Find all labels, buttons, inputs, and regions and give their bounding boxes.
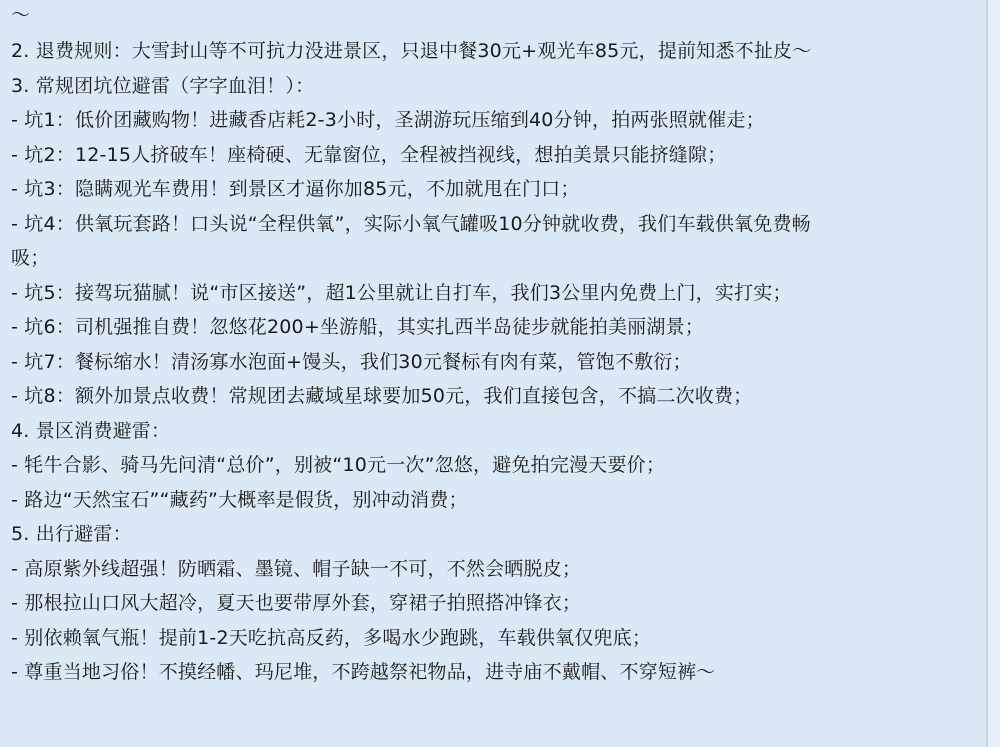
text-line: 5. 出行避雷：	[11, 523, 132, 545]
text-line: - 坑2：12-15人挤破车！座椅硬、无靠窗位，全程被挡视线，想拍美景只能挤缝隙；	[11, 143, 727, 166]
text-line: ～	[11, 4, 31, 26]
text-line: 2. 退费规则：大雪封山等不可抗力没进景区，只退中餐30元+观光车85元，提前知悉不扯皮～	[11, 40, 812, 62]
text-line: - 坑1：低价团藏购物！进藏香店耗2-3小时，圣湖游玩压缩到40分钟，拍两张照就催走；	[11, 109, 765, 131]
text-line: - 坑5：接驾玩猫腻！说“市区接送”，超1公里就让自打车，我们3公里内免费上门，实打实；	[11, 281, 792, 304]
text-line: - 高原紫外线超强！防晒霜、墨镜、帽子缺一不可，不然会晒脱皮；	[11, 557, 582, 580]
text-line: 吸；	[11, 247, 50, 269]
text-line: 4. 景区消费避雷：	[11, 419, 171, 442]
text-line: - 牦牛合影、骑马先问清“总价”，别被“10元一次”忽悠，避免拍完漫天要价；	[11, 454, 666, 476]
text-line: - 坑7：餐标缩水！清汤寡水泡面+馒头，我们30元餐标有肉有菜，管饱不敷衍；	[11, 350, 692, 373]
text-line: - 路边“天然宝石”“藏药”大概率是假货，别冲动消费；	[11, 488, 468, 511]
text-lines	[11, 0, 986, 690]
text-line: - 坑6：司机强推自费！忽悠花200+坐游船，其实扎西半岛徒步就能拍美丽湖景；	[11, 316, 704, 338]
text-line: 3. 常规团坑位避雷（字字血泪！）：	[11, 74, 315, 97]
text-line: - 坑4：供氧玩套路！口头说“全程供氧”，实际小氧气罐吸10分钟就收费，我们车载供氧免费畅	[11, 212, 811, 235]
text-line: - 那根拉山口风大超冷，夏天也要带厚外套，穿裙子拍照搭冲锋衣；	[11, 592, 582, 614]
text-line: - 坑3：隐瞒观光车费用！到景区才逼你加85元，不加就甩在门口；	[11, 178, 580, 200]
text-line: - 别依赖氧气瓶！提前1-2天吃抗高反药，多喝水少跑跳，车载供氧仅兜底；	[11, 626, 652, 649]
scrollbar[interactable]	[988, 0, 1000, 747]
text-line: - 坑8：额外加景点收费！常规团去藏域星球要加50元，我们直接包含，不搞二次收费；	[11, 385, 753, 407]
text-line: - 尊重当地习俗！不摸经幡、玛尼堆，不跨越祭祀物品，进寺庙不戴帽、不穿短裤～	[11, 661, 716, 683]
